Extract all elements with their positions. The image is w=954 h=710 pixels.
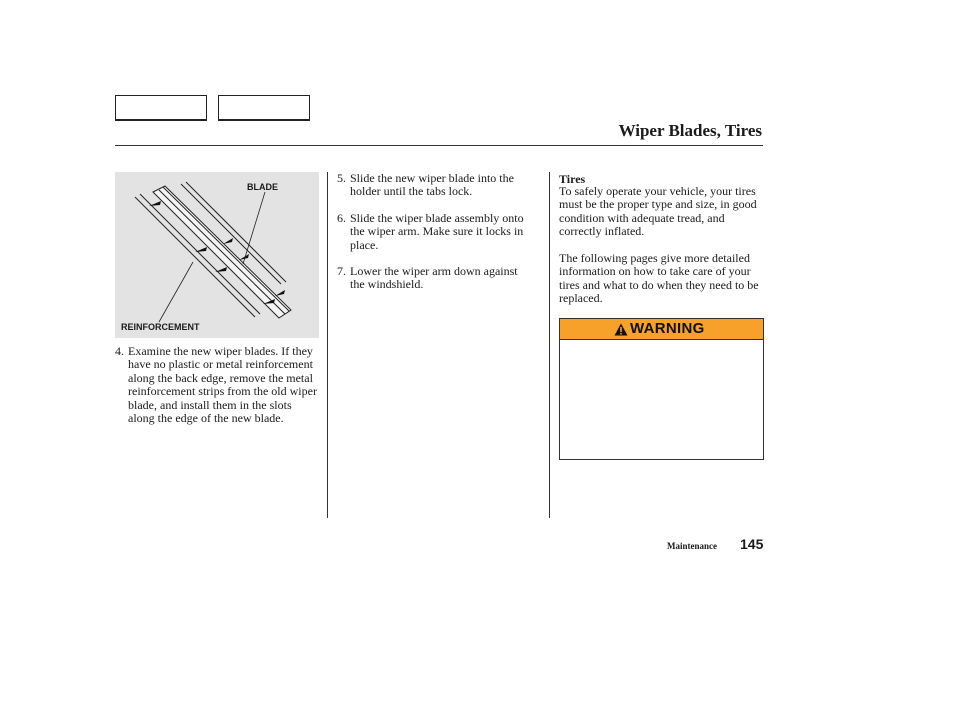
warning-triangle-icon <box>614 323 628 336</box>
step-number: 4. <box>115 344 124 358</box>
step-text: Examine the new wiper blades. If they have no plastic or metal reinforcement along the back edge, remove the metal reinforcement strips from the old wiper blade, and install them in the slots along the edge of the new blade. <box>128 344 317 426</box>
column-divider-1 <box>327 172 328 518</box>
step-number: 5. <box>337 171 346 185</box>
tires-heading: Tires <box>559 172 586 186</box>
step-7 <box>337 265 533 292</box>
step-number: 7. <box>337 264 346 278</box>
step-6 <box>337 212 533 252</box>
wiper-blade-illustration <box>115 172 319 338</box>
step-text: Slide the wiper blade assembly onto the wiper arm. Make sure it locks in place. <box>350 211 524 252</box>
step-text: Slide the new wiper blade into the holder until the tabs lock. <box>350 171 514 199</box>
page-title: Wiper Blades, Tires <box>618 121 762 140</box>
wiper-blade-figure <box>115 172 319 338</box>
warning-header <box>560 319 763 340</box>
page-number: 145 <box>740 536 764 552</box>
column-divider-2 <box>549 172 550 518</box>
header-rule <box>115 145 763 146</box>
step-number: 6. <box>337 211 346 225</box>
nav-button-1[interactable] <box>115 95 207 121</box>
step-5 <box>337 172 533 199</box>
figure-label-blade: BLADE <box>247 182 278 192</box>
tires-paragraph-2: The following pages give more detailed information on how to take care of your tires and what to do when they need to be replaced. <box>559 251 759 306</box>
tires-paragraph-1: To safely operate your vehicle, your tires must be the proper type and size, in good condition with adequate tread, and correctly inflated. <box>559 184 757 239</box>
warning-label: WARNING <box>630 320 705 337</box>
warning-box <box>559 318 764 460</box>
step-text: Lower the wiper arm down against the windshield. <box>350 264 518 292</box>
figure-label-reinforcement: REINFORCEMENT <box>121 322 200 332</box>
footer-section-name: Maintenance <box>667 541 717 551</box>
step-4 <box>115 345 320 425</box>
nav-button-2[interactable] <box>218 95 310 121</box>
